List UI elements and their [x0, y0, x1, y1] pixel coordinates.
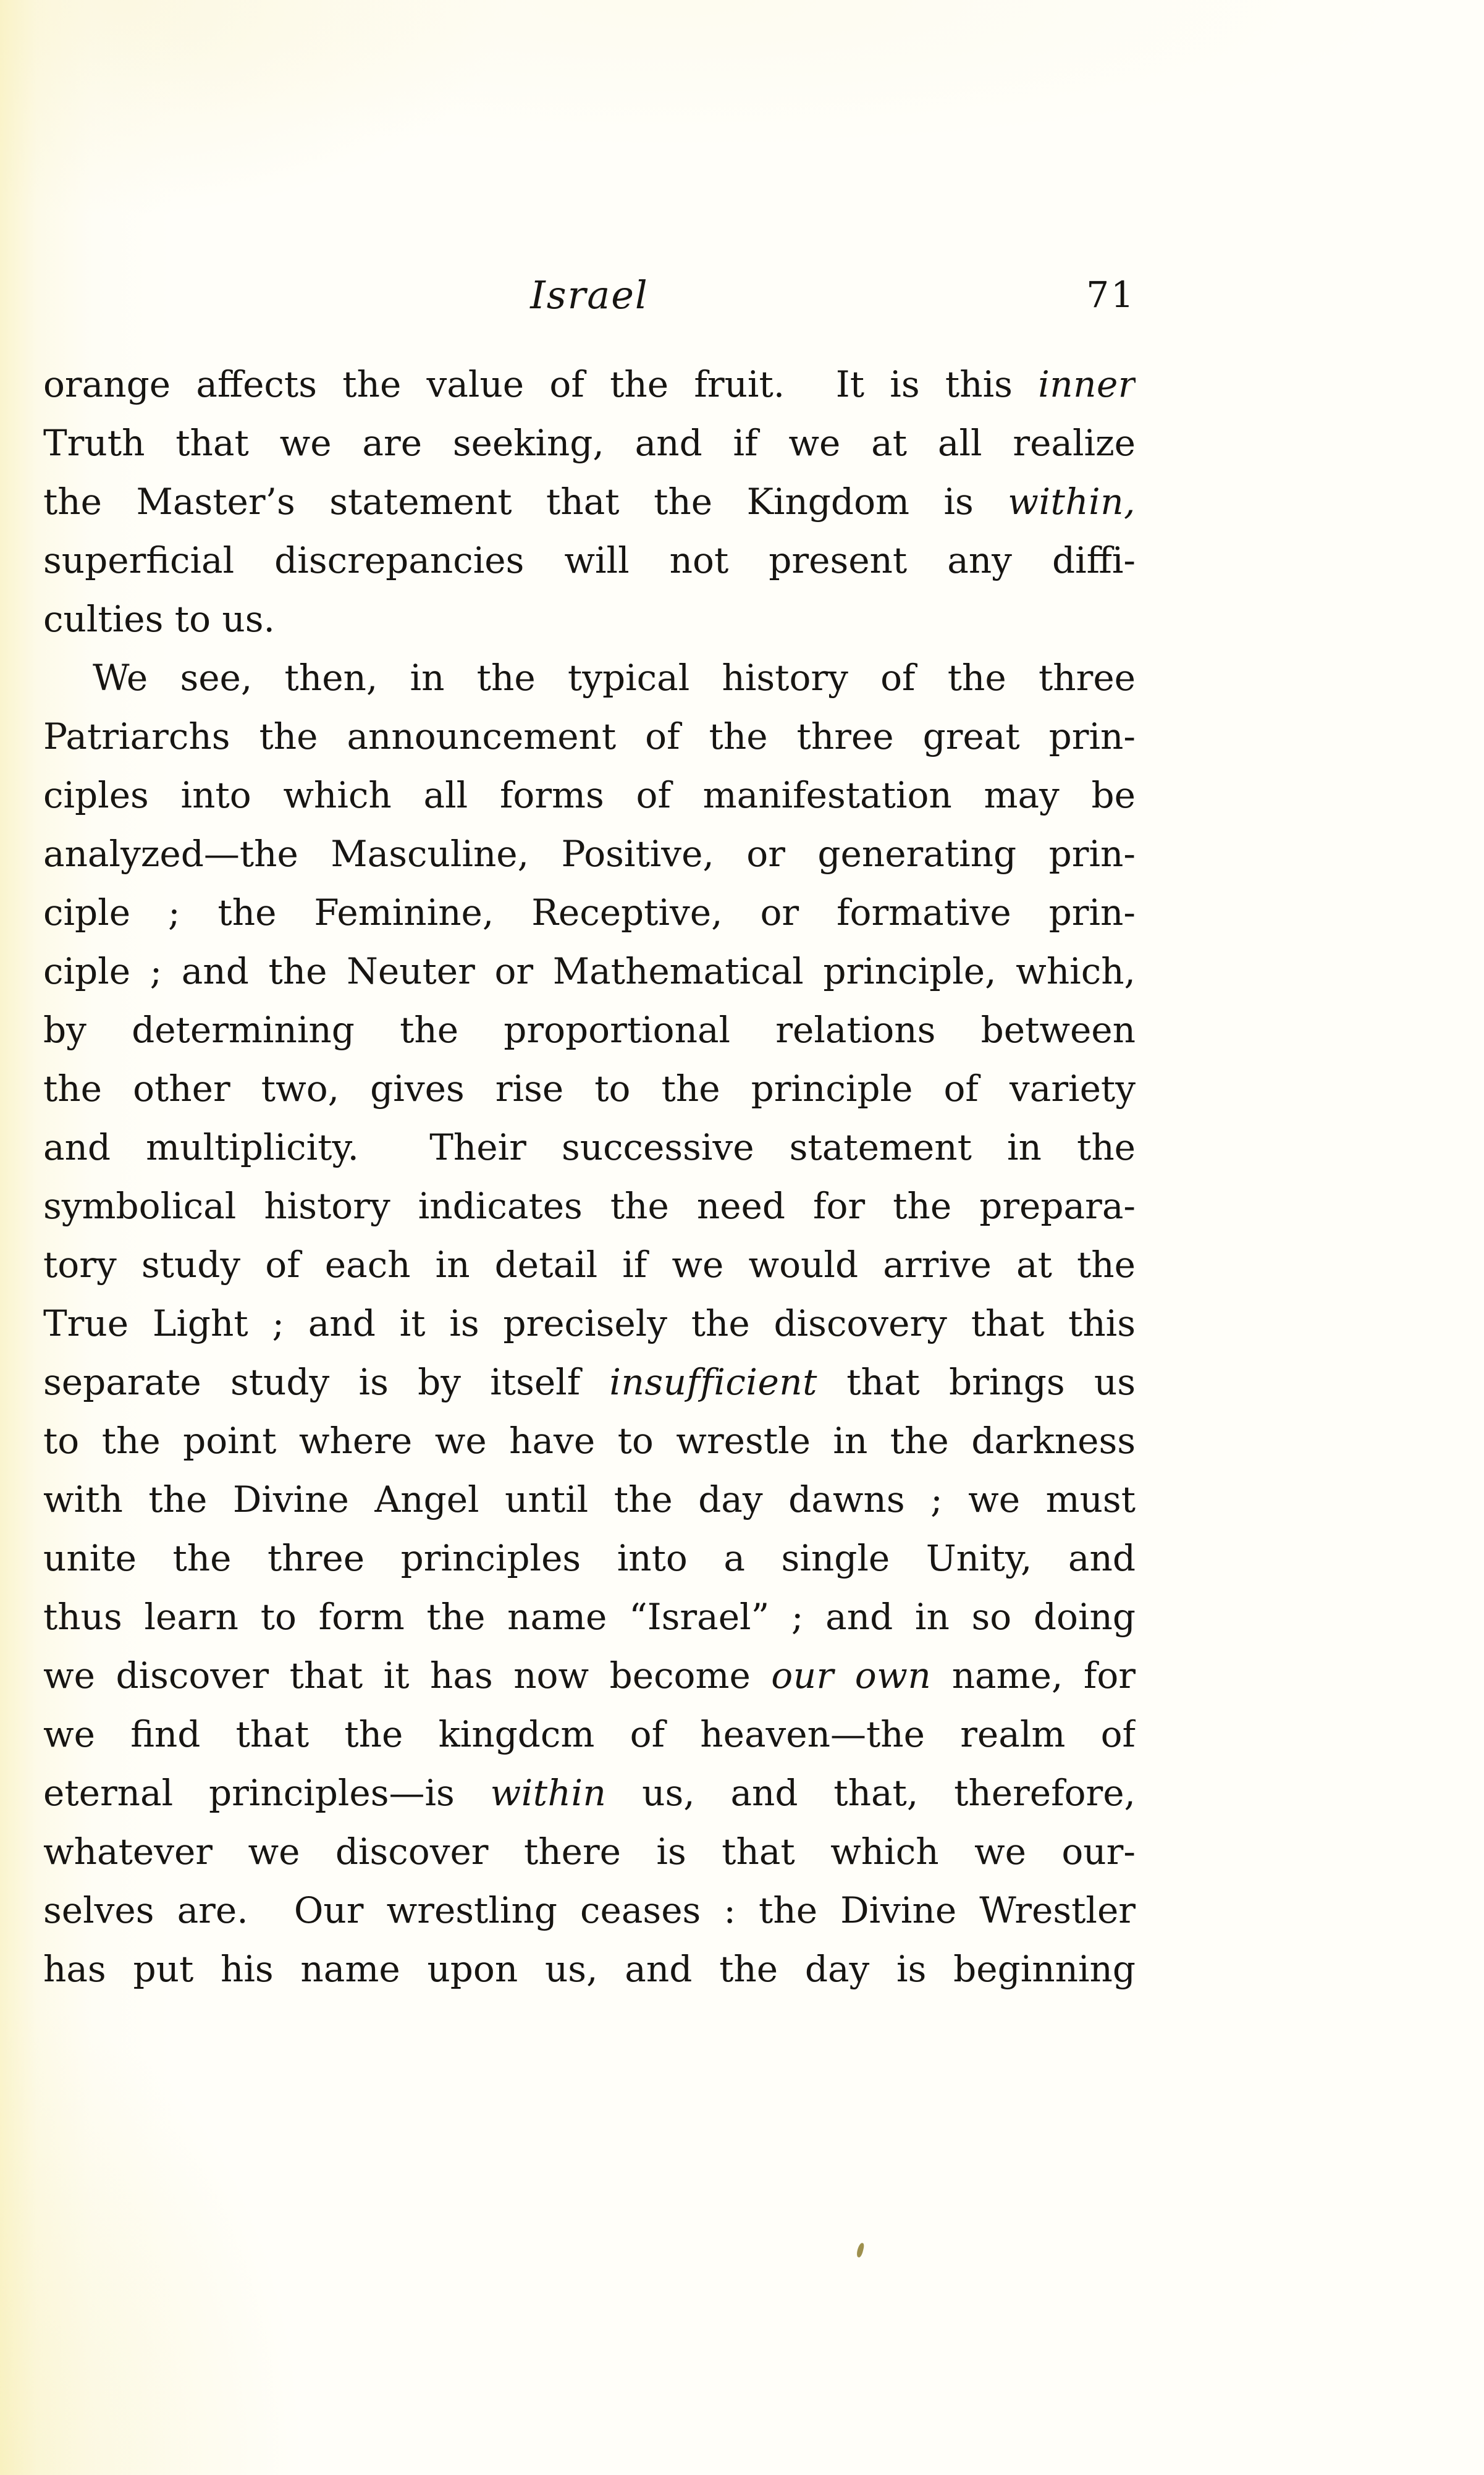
body-text-segment: the Master’s statement that the Kingdom is — [43, 481, 1008, 523]
text-line — [43, 1001, 1136, 1060]
body-text-segment: True Light ; and it is precisely the discovery that this — [43, 1302, 1136, 1344]
italic-text: within, — [1008, 481, 1136, 523]
text-line — [43, 1412, 1136, 1470]
text-line — [43, 1353, 1136, 1412]
text-line — [43, 1823, 1136, 1881]
body-text-segment: we discover that it has now become — [43, 1655, 772, 1697]
body-text-segment: us, and that, therefore, — [606, 1772, 1136, 1814]
text-line — [43, 1881, 1136, 1940]
body-text-segment: thus learn to form the name “Israel” ; and in so doing — [43, 1596, 1136, 1638]
running-title: Israel — [530, 272, 649, 318]
body-text-segment: eternal principles—is — [43, 1772, 491, 1814]
text-line — [43, 942, 1136, 1001]
text-line — [43, 1236, 1136, 1294]
body-text-segment: to the point where we have to wrestle in the darkness — [43, 1420, 1136, 1462]
italic-text: within — [490, 1772, 607, 1814]
text-line — [43, 590, 1136, 649]
body-text-segment: ciple ; the Feminine, Receptive, or formative prin- — [43, 892, 1136, 934]
text-line — [43, 1529, 1136, 1588]
text-line — [43, 414, 1136, 473]
text-line — [43, 355, 1136, 414]
body-text-segment: We see, then, in the typical history of the three — [93, 657, 1136, 699]
text-line — [43, 531, 1136, 590]
text-line — [43, 1764, 1136, 1823]
text-line — [43, 1294, 1136, 1353]
body-text-segment: symbolical history indicates the need for the prepara- — [43, 1185, 1136, 1227]
ink-speck — [856, 2242, 865, 2258]
body-text-segment: has put his name upon us, and the day is beginning — [43, 1948, 1136, 1990]
text-line — [43, 1940, 1136, 1999]
body-text-segment: ciples into which all forms of manifestation may be — [43, 774, 1136, 816]
body-text-segment: we find that the kingdcm of heaven—the realm of — [43, 1713, 1136, 1755]
body-text-segment: Truth that we are seeking, and if we at all realize — [43, 422, 1136, 464]
text-line — [43, 766, 1136, 825]
text-line — [43, 1646, 1136, 1705]
text-line — [43, 825, 1136, 883]
body-text-segment: that brings us — [817, 1361, 1136, 1403]
text-line — [43, 707, 1136, 766]
page-body — [43, 355, 1136, 1999]
body-text-segment: with the Divine Angel until the day dawns ; we must — [43, 1478, 1136, 1520]
text-line — [43, 1118, 1136, 1177]
text-line — [43, 1470, 1136, 1529]
italic-text: our own — [771, 1655, 932, 1697]
text-line — [43, 1705, 1136, 1764]
body-text-segment: culties to us. — [43, 598, 275, 640]
text-line — [43, 1588, 1136, 1646]
body-text-segment: analyzed—the Masculine, Positive, or generating prin- — [43, 833, 1136, 875]
body-text-segment: Patriarchs the announcement of the three great prin- — [43, 715, 1136, 757]
body-text-segment: orange affects the value of the fruit. It is this — [43, 363, 1039, 405]
italic-text: inner — [1038, 363, 1136, 405]
text-line — [43, 1177, 1136, 1236]
body-text-segment: ciple ; and the Neuter or Mathematical principle, which, — [43, 950, 1136, 992]
body-text-segment: superficial discrepancies will not present any diffi- — [43, 539, 1136, 581]
body-text-segment: tory study of each in detail if we would arrive at the — [43, 1244, 1136, 1286]
page-header — [43, 266, 1136, 324]
body-text-segment: name, for — [931, 1655, 1136, 1697]
body-text-segment: unite the three principles into a single Unity, and — [43, 1537, 1136, 1579]
text-line — [43, 649, 1136, 707]
body-text-segment: selves are. Our wrestling ceases : the Divine Wrestler — [43, 1889, 1136, 1931]
text-line — [43, 473, 1136, 531]
body-text-segment: whatever we discover there is that which we our- — [43, 1831, 1136, 1873]
body-text-segment: and multiplicity. Their successive statement in the — [43, 1126, 1136, 1168]
italic-text: insufficient — [609, 1361, 817, 1403]
body-text-segment: the other two, gives rise to the principle of variety — [43, 1068, 1136, 1110]
text-line — [43, 883, 1136, 942]
text-line — [43, 1060, 1136, 1118]
body-text-segment: separate study is by itself — [43, 1361, 610, 1403]
page-number: 71 — [1086, 274, 1136, 316]
body-text-segment: by determining the proportional relations between — [43, 1009, 1136, 1051]
